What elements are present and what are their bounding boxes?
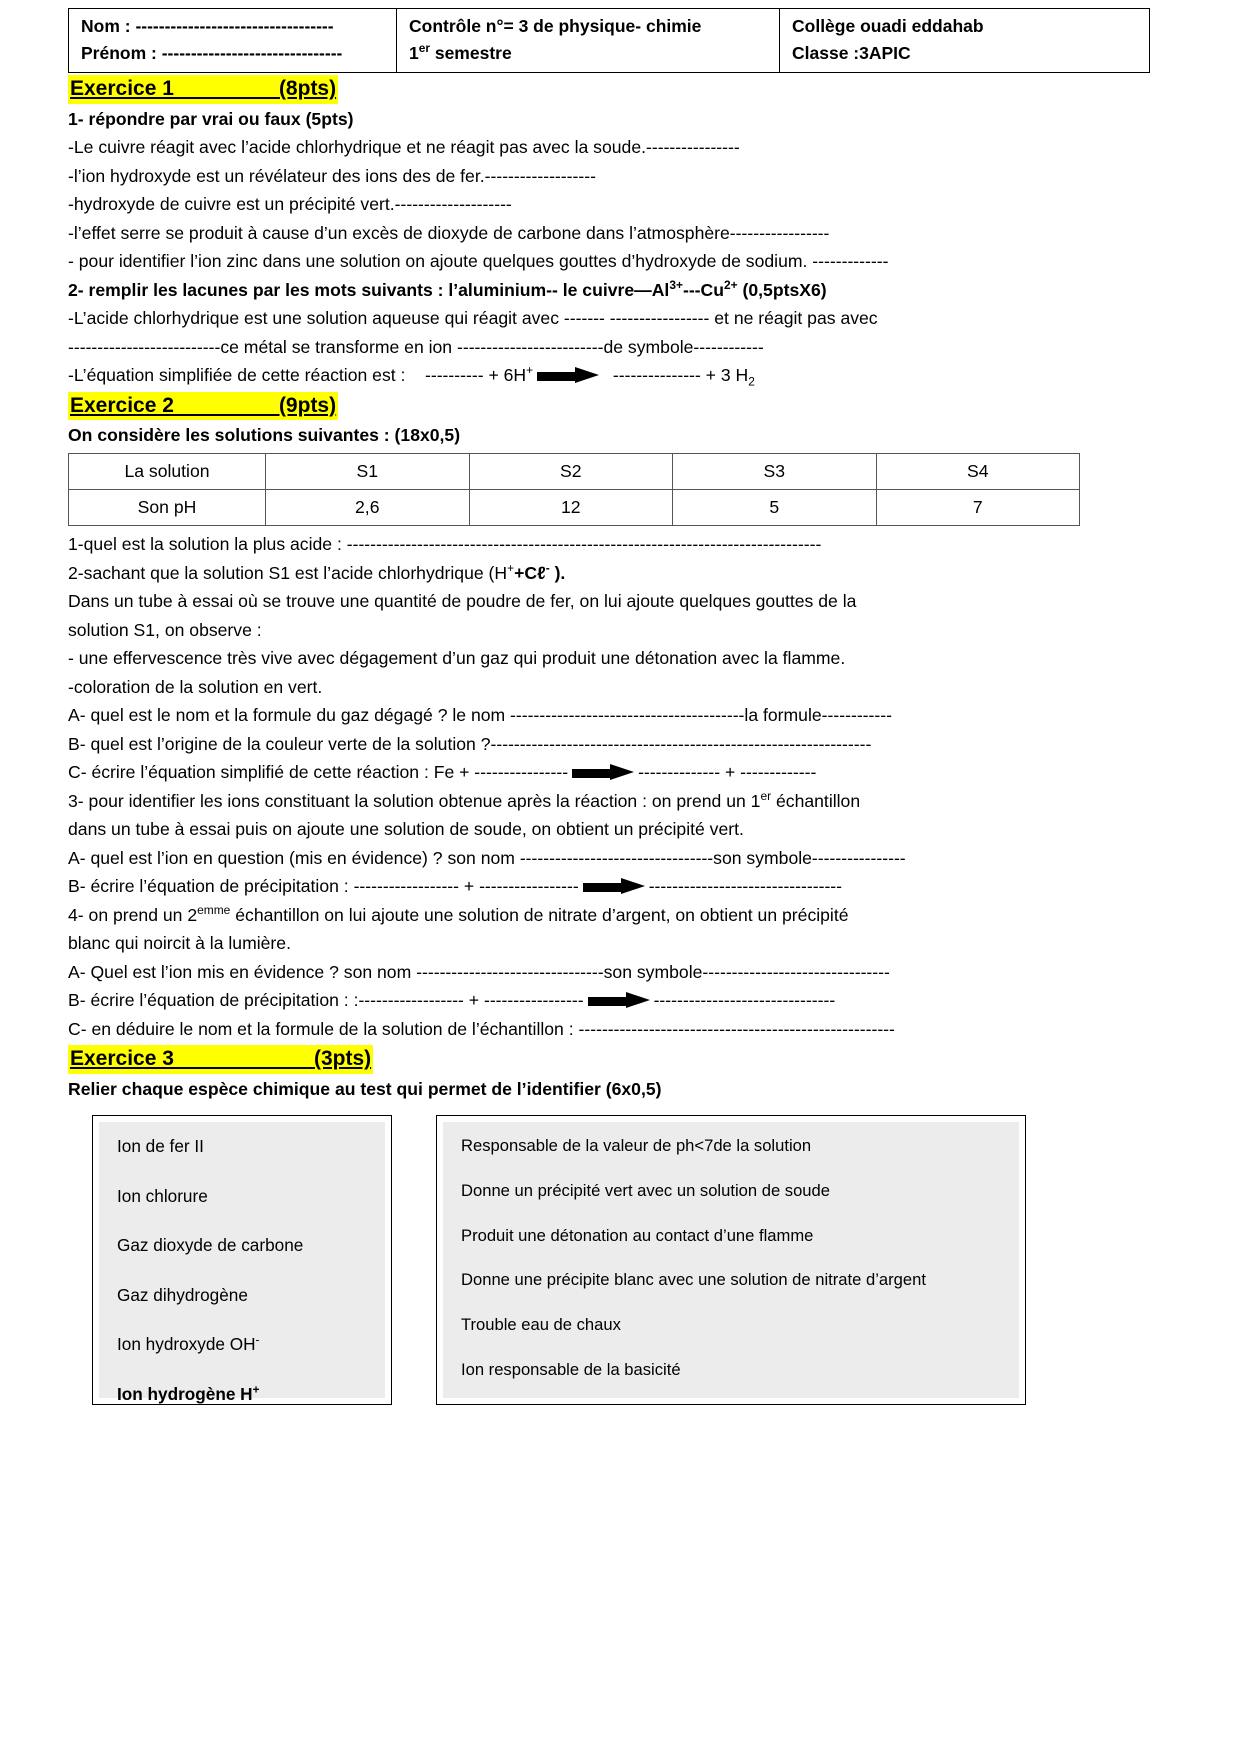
ph-table — [68, 453, 1080, 526]
statement-4: -l’effet serre se produit à cause d’un excès de dioxyde de carbone dans l’atmosphère----------------- — [68, 222, 830, 243]
q4B-text-post: ------------------------------- — [653, 990, 836, 1011]
column-header-s1: S1 — [266, 454, 470, 490]
exam-title-cell — [397, 9, 780, 73]
column-header-s2: S2 — [469, 454, 673, 490]
observation-1: - une effervescence très vive avec dégagement d’un gaz qui produit une détonation avec la flamme. — [68, 648, 846, 669]
ph-value-s4: 7 — [876, 490, 1080, 526]
exam-title: Contrôle n°= 3 de physique- chimie — [409, 16, 702, 36]
exercise-2-question-4C: C- en déduire le nom et la formule de la solution de l’échantillon : ------------------------------------------------------ — [68, 1018, 895, 1039]
table-row-solutions — [69, 454, 1080, 490]
copper-ion-charge: 2+ — [724, 277, 738, 292]
exercise-2-heading: Exercice 2 (9pts) — [68, 392, 338, 420]
reaction-arrow-icon — [588, 993, 650, 1008]
q2-text-c: ). — [549, 562, 566, 583]
matching-exercise — [68, 1115, 1170, 1415]
list-item[interactable]: Produit une détonation au contact d’une flamme — [461, 1225, 814, 1245]
list-item[interactable]: Ion responsable de la basicité — [461, 1359, 681, 1379]
chloride-symbol: ℓ — [537, 562, 546, 583]
exercise-1-q1-title: 1- répondre par vrai ou faux (5pts) — [68, 108, 354, 129]
ph-value-s3: 5 — [673, 490, 877, 526]
hydrogen-ion-charge: + — [526, 363, 534, 378]
q4-text-b: échantillon on lui ajoute une solution de nitrate d’argent, on obtient un précipité — [230, 904, 849, 925]
row-label-ph: Son pH — [69, 490, 266, 526]
statement-1: -Le cuivre réagit avec l’acide chlorhydrique et ne réagit pas avec la soude.---------------- — [68, 137, 740, 158]
exercise-2-question-1: 1-quel est la solution la plus acide : --------------------------------------------------------------------------------- — [68, 534, 822, 555]
row-label-solution: La solution — [69, 454, 266, 490]
semester-number: 1 — [409, 43, 419, 64]
exercise-2-question-4B — [68, 986, 1170, 1015]
statement-2: -l’ion hydroxyde est un révélateur des ions des de fer.------------------- — [68, 165, 596, 186]
exercise-1-q2-title — [68, 276, 1170, 305]
student-name-cell — [69, 9, 397, 73]
exercise-2-question-4 — [68, 901, 1170, 930]
list-item[interactable] — [117, 1384, 385, 1406]
qC-text-pre: C- écrire l’équation simplifié de cette réaction : Fe + ---------------- — [68, 762, 569, 783]
list-item[interactable] — [117, 1285, 385, 1307]
exercise-2-question-2 — [68, 559, 1170, 588]
list-item[interactable] — [117, 1334, 385, 1356]
species-list — [99, 1122, 385, 1404]
table-row-ph — [69, 490, 1080, 526]
q2-title-part-b: ---Cu — [682, 279, 724, 300]
exercise-2-question-2-line2: Dans un tube à essai où se trouve une quantité de poudre de fer, on lui ajoute quelques gouttes de la — [68, 591, 857, 612]
species-charge: + — [252, 1383, 260, 1397]
exercise-2-question-4-line2: blanc qui noircit à la lumière. — [68, 933, 291, 954]
ph-value-s1: 2,6 — [266, 490, 470, 526]
exercise-2-question-C — [68, 758, 1170, 787]
reaction-arrow-icon — [537, 368, 599, 383]
equation-right-side: --------------- + 3 H — [612, 365, 749, 386]
exercise-3-heading: Exercice 3 (3pts) — [68, 1045, 373, 1073]
list-item[interactable]: Responsable de la valeur de ph<7de la solution — [461, 1136, 812, 1156]
reaction-arrow-icon — [572, 765, 634, 780]
school-name: Collège ouadi eddahab — [792, 16, 984, 36]
equation-left-side: ---------- + 6H — [424, 365, 527, 386]
first-ordinal-suffix: er — [760, 789, 772, 804]
exercise-2-intro: On considère les solutions suivantes : (18x0,5) — [68, 424, 461, 445]
dihydrogen-subscript: 2 — [748, 374, 755, 389]
species-label: Gaz dioxyde de carbone — [117, 1235, 304, 1256]
exercise-2-question-2-line3: solution S1, on observe : — [68, 619, 262, 640]
species-box — [92, 1115, 392, 1405]
header-table — [68, 8, 1150, 73]
species-label: Gaz dihydrogène — [117, 1284, 248, 1305]
exercise-2-question-3A: A- quel est l’ion en question (mis en évidence) ? son nom ---------------------------------son symbole---------------- — [68, 847, 906, 868]
list-item[interactable]: Trouble eau de chaux — [461, 1315, 621, 1335]
exercise-3-instruction: Relier chaque espèce chimique au test qui permet de l’identifier (6x0,5) — [68, 1078, 662, 1099]
equation-intro: -L’équation simplifiée de cette réaction est : — [68, 365, 406, 386]
q4B-text-pre: B- écrire l’équation de précipitation : :------------------ + ----------------- — [68, 990, 584, 1011]
exercise-1-blank-line-2: --------------------------ce métal se transforme en ion -------------------------de symbole------------ — [68, 336, 764, 357]
q3-text-a: 3- pour identifier les ions constituant la solution obtenue après la réaction : on prend un 1 — [68, 790, 761, 811]
q2-text-a: 2-sachant que la solution S1 est l’acide chlorhydrique (H — [68, 562, 508, 583]
q4-text-a: 4- on prend un 2 — [68, 904, 198, 925]
tests-box — [436, 1115, 1026, 1405]
semester-label — [409, 40, 769, 67]
proton-charge: + — [507, 561, 515, 576]
exercise-1-equation-line — [68, 361, 1170, 390]
list-item[interactable] — [117, 1136, 385, 1158]
list-item[interactable]: Donne une précipite blanc avec une solution de nitrate d’argent — [461, 1270, 926, 1290]
qC-text-post: -------------- + ------------- — [638, 762, 817, 783]
exercise-2-question-3-line2: dans un tube à essai puis on ajoute une solution de soude, on obtient un précipité vert. — [68, 819, 744, 840]
q3B-text-post: --------------------------------- — [648, 876, 843, 897]
exercise-2-question-B: B- quel est l’origine de la couleur verte de la solution ?----------------------------------------------------------------- — [68, 733, 872, 754]
exercise-1-blank-line-1: -L’acide chlorhydrique est une solution aqueuse qui réagit avec ------- ----------------- et ne réagit pas avec — [68, 308, 878, 329]
name-field-label: Nom : ---------------------------------- — [81, 16, 334, 36]
species-label: Ion hydrogène H — [117, 1383, 253, 1404]
exercise-2-question-4A: A- Quel est l’ion mis en évidence ? son nom --------------------------------son symbole-------------------------------- — [68, 961, 890, 982]
q3-text-b: échantillon — [771, 790, 861, 811]
species-label: Ion de fer II — [117, 1136, 204, 1157]
statement-3: -hydroxyde de cuivre est un précipité vert.-------------------- — [68, 194, 512, 215]
list-item[interactable]: Donne un précipité vert avec un solution de soude — [461, 1181, 830, 1201]
species-charge: - — [255, 1333, 260, 1347]
reaction-arrow-icon — [583, 879, 645, 894]
class-name: Classe :3APIC — [792, 43, 911, 64]
column-header-s4: S4 — [876, 454, 1080, 490]
ph-value-s2: 12 — [469, 490, 673, 526]
chloride-charge: - — [545, 561, 550, 576]
semester-ordinal-suffix: er — [418, 41, 430, 56]
q2-text-b: +C — [514, 562, 538, 583]
observation-2: -coloration de la solution en vert. — [68, 676, 323, 697]
firstname-field-label: Prénom : ------------------------------- — [81, 43, 343, 64]
q2-title-points: (0,5ptsX6) — [737, 279, 827, 300]
statement-5: - pour identifier l’ion zinc dans une solution on ajoute quelques gouttes d’hydroxyde de sodium. ------------- — [68, 251, 889, 272]
list-item[interactable] — [117, 1186, 385, 1208]
species-label: Ion chlorure — [117, 1185, 208, 1206]
header-row — [69, 9, 1150, 73]
exercise-2-question-3 — [68, 787, 1170, 816]
semester-word: semestre — [429, 43, 512, 64]
exercise-2-question-A: A- quel est le nom et la formule du gaz dégagé ? le nom ----------------------------------------la formule------------ — [68, 705, 892, 726]
q2-title-part-a: 2- remplir les lacunes par les mots suivants : l’aluminium-- le cuivre—Al — [68, 279, 670, 300]
species-label: Ion hydroxyde OH — [117, 1334, 256, 1355]
list-item[interactable] — [117, 1235, 385, 1257]
column-header-s3: S3 — [673, 454, 877, 490]
q3B-text-pre: B- écrire l’équation de précipitation : ------------------ + ----------------- — [68, 876, 579, 897]
second-ordinal-suffix: emme — [197, 903, 231, 918]
school-cell — [780, 9, 1150, 73]
aluminium-ion-charge: 3+ — [669, 277, 683, 292]
exercise-2-question-3B — [68, 872, 1170, 901]
tests-list — [443, 1122, 1019, 1398]
exercise-1-heading: Exercice 1 (8pts) — [68, 75, 338, 103]
